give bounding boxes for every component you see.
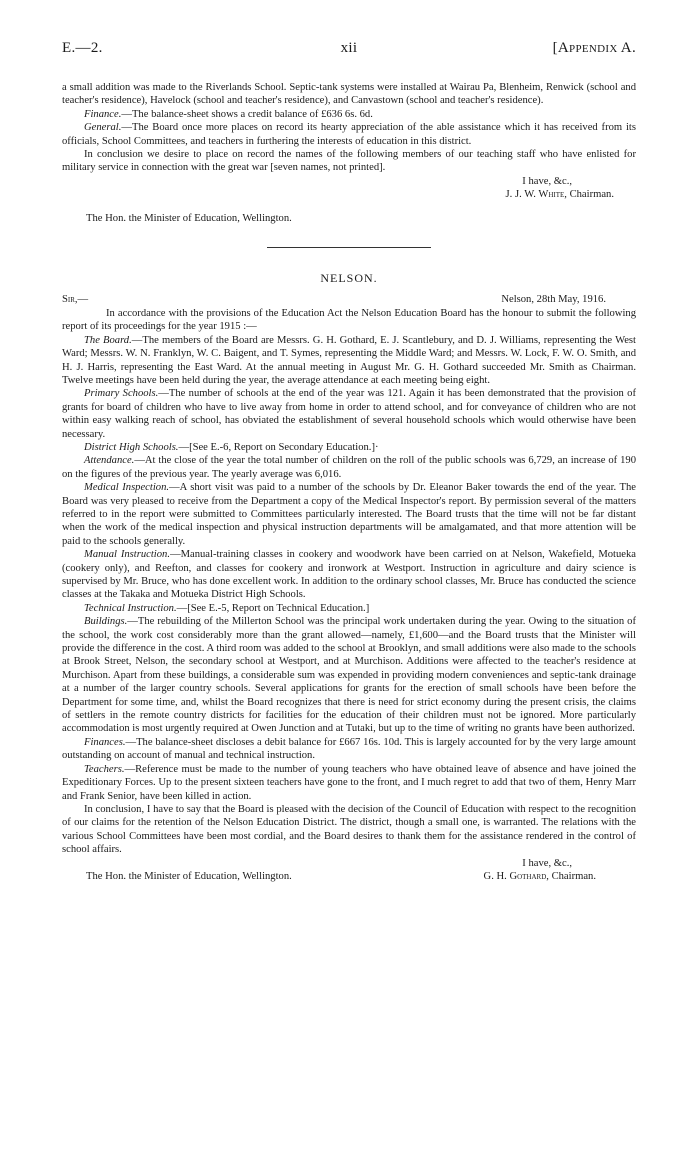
signature-name: J. J. W. White: [505, 189, 565, 201]
signature-line: [62, 188, 636, 201]
section-label: District High Schools.: [84, 441, 179, 453]
section-text: —The balance-sheet discloses a debit balance for £667 16s. 10d. This is largely accounted for by the very large amount outstanding on account of manual and technical instruction.: [62, 736, 636, 762]
section-label: Medical Inspection.: [84, 482, 170, 494]
section-label: Teachers.: [84, 763, 125, 775]
section-title: NELSON.: [320, 271, 378, 286]
nelson-signature-title: , Chairman.: [546, 870, 596, 882]
page-number: xii: [340, 40, 358, 56]
general-label: General.: [84, 122, 122, 134]
report-section: [62, 387, 636, 441]
section-text: —[See E.-6, Report on Secondary Education.]·: [178, 441, 379, 453]
closing-line: I have, &c.,: [522, 175, 572, 187]
addressee: The Hon. the Minister of Education, Wellington.: [86, 212, 292, 224]
section-text: —The number of schools at the end of the year was 121. Again it has been demonstrated that the provision of grants for board of children who have to live away from home in order to attend school, and for conveyance of children who are not within easy walking reach of school, has obviated the establishment of several household schools which would otherwise have been necessary.: [62, 388, 637, 440]
report-section: [62, 548, 636, 602]
section-label: Finances.: [84, 736, 126, 748]
header-left: E.—2.: [62, 40, 103, 56]
intro-paragraph: In accordance with the provisions of the Education Act the Nelson Education Board has the honour to submit the following report of its proceedings for the year 1915 :—: [62, 307, 636, 333]
salutation-row: [62, 293, 636, 306]
salutation: Sir,—: [62, 294, 89, 306]
finance-paragraph: [62, 108, 636, 121]
general-paragraph: [62, 121, 636, 148]
section-divider: [267, 247, 431, 248]
nelson-conclusion: In conclusion, I have to say that the Board is pleased with the decision of the Council of Education with respect to the recognition of our claims for the retention of the Nelson Education District. The district, though a small one, is warranted. The relations with the various School Committees have been most cordial, and the Board desires to thank them for the assistance rendered in the control of school affairs.: [62, 803, 636, 856]
nelson-addressee: The Hon. the Minister of Education, Wellington.: [86, 870, 292, 882]
section-label: Buildings.: [84, 616, 128, 628]
header-right: [Appendix A.: [552, 40, 636, 56]
nelson-signature: [484, 870, 636, 883]
section-text: —Reference must be made to the number of young teachers who have obtained leave of absence and have joined the Expeditionary Forces. Up to the present sixteen teachers have gone to the front, and I much regret to add that two of them, Henry Marr and Frank Senior, have been killed in action.: [62, 763, 636, 802]
body-text: [62, 81, 636, 883]
section-label: Attendance.: [84, 455, 135, 467]
section-text: —A short visit was paid to a number of the schools by Dr. Eleanor Baker towards the end of the year. The Board was very pleased to receive from the Department a copy of the Medical Inspector's report. By permission several of the matters referred to in the report were submitted to Committees particularly interested. The Board trusts that the time will not be far distant when the work of the medical inspection and physical instruction departments will be amalgamated, and that more attention will be paid to the schools generally.: [62, 482, 637, 547]
section-label: Primary Schools.: [84, 388, 159, 400]
nelson-closing-line: I have, &c.,: [522, 857, 572, 869]
report-section: [62, 454, 636, 481]
general-text: —The Board once more places on record its hearty appreciation of the able assistance which it has received from its officials, School Committees, and teachers in furthering the interests of education in this district.: [62, 122, 636, 147]
section-text: —Manual-training classes in cookery and woodwork have been carried on at Nelson, Wakefield, Motueka (cookery only), and Reefton, and classes for cookery and ironwork at Westport. Instruction in agriculture and dairy science is supervised by Mr. Bruce, who has done excellent work. In addition to the ordinary school classes, Mr. Bruce has conducted the science classes at the Takaka and Motueka District High Schools.: [62, 549, 636, 601]
letter-date: Nelson, 28th May, 1916.: [501, 294, 606, 306]
report-section: [62, 334, 636, 388]
document-page: [62, 40, 636, 883]
section-text: —The rebuilding of the Millerton School was the principal work undertaken during the year. Owing to the situation of the school, the work cost considerably more than the grant allowed—namely, £1,600—and the Board trusts that the Minister will provide the difference in the cost. A third room was added to the school at Brooklyn, and small additions were also made to the schools at Brook Street, Nelson, the secondary school at Westport, and at Murchison. Additions were affected to the teacher's residence at Murchison. Apart from these buildings, a considerable sum was expended in providing modern conveniences and septic-tank drainage at a number of the larger country schools. Several applications for grants for the erection of small schools have been before the Department for some time, and, whilst the Board recognizes that there is need for strict economy during the present crisis, the claims of settlers in the remote country districts for facilities for the education of their children must not be ignored. More particularly accommodation is most urgently required at Owen Junction and at Tutaki, but up to the time of writing no grants have been authorized.: [62, 616, 636, 735]
report-sections: [62, 334, 636, 803]
section-text: —[See E.-5, Report on Technical Education.]: [176, 602, 370, 614]
report-section: [62, 602, 636, 615]
report-section: [62, 763, 636, 803]
section-text: —At the close of the year the total number of children on the roll of the public schools was 6,729, an increase of 190 on the figures of the previous year. The yearly average was 6,016.: [62, 455, 636, 480]
conclusion-paragraph: In conclusion we desire to place on record the names of the following members of our teaching staff who have enlisted for military service in connection with the great war [seven names, not printed].: [62, 149, 636, 174]
report-section: [62, 441, 636, 454]
finance-text: —The balance-sheet shows a credit balance of £636 6s. 6d.: [121, 108, 373, 120]
riverlands-paragraph: a small addition was made to the Riverlands School. Septic-tank systems were installed at Wairau Pa, Blenheim, Renwick (school and teacher's residence), Havelock (school and teacher's residence), and Canvastown (school and teacher's residence).: [62, 82, 636, 107]
section-label: Manual Instruction.: [84, 549, 170, 561]
section-label: Technical Instruction.: [84, 602, 177, 614]
section-label: The Board.: [84, 334, 132, 346]
report-section: [62, 736, 636, 763]
section-text: —The members of the Board are Messrs. G. H. Gothard, E. J. Scantlebury, and D. J. Williams, representing the West Ward; Messrs. W. N. Franklyn, W. C. Baigent, and T. Symes, representing the Middle Ward; and Messrs. W. Lock, F. W. O. Smith, and H. J. Harris, representing the East Ward. At the annual meeting in August Mr. G. H. Gothard succeeded Mr. Smith as Chairman. Twelve meetings have been held during the year, the average attendance at each meeting being eight.: [62, 334, 636, 386]
page-header: [62, 40, 636, 57]
report-section: [62, 615, 636, 736]
report-section: [62, 481, 636, 548]
nelson-signature-name: G. H. Gothard: [483, 870, 547, 882]
nelson-signature-row: [62, 870, 636, 883]
signature-title: , Chairman.: [564, 189, 614, 201]
finance-label: Finance.: [84, 108, 122, 120]
